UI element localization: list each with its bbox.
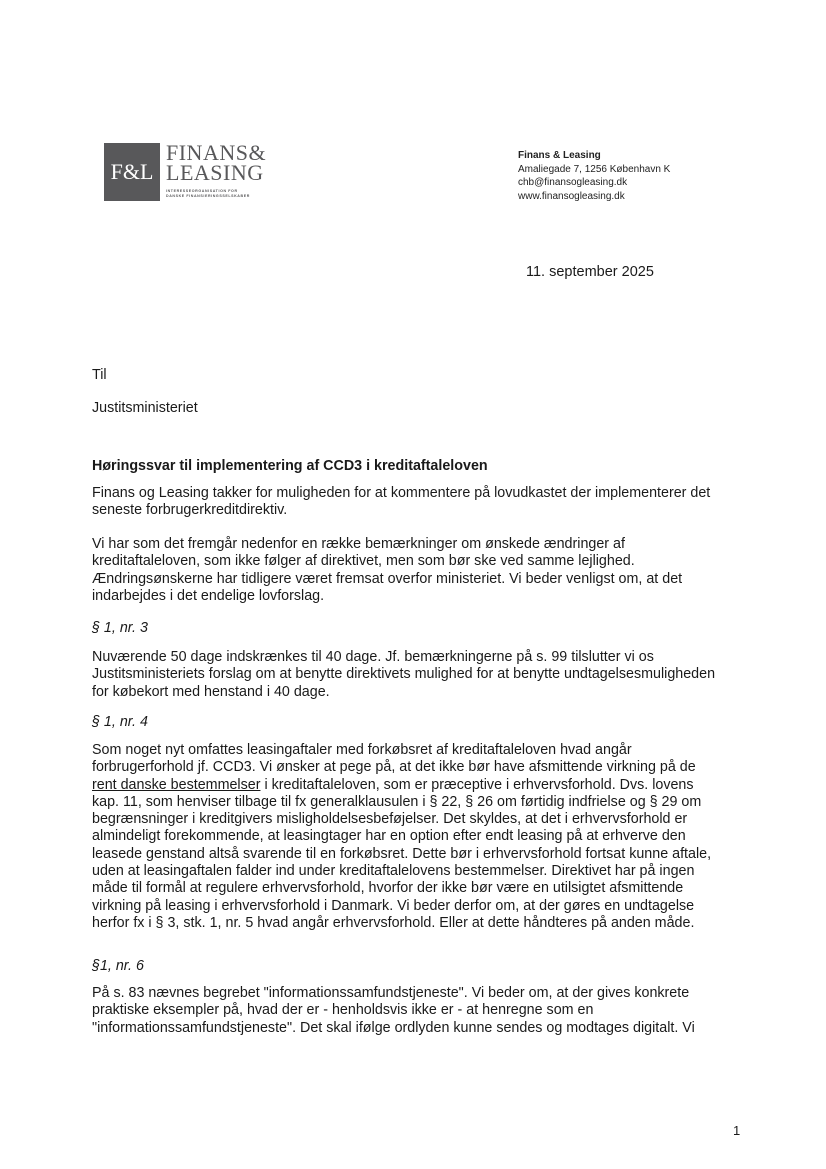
line: måde til formål at regulere erhvervsforhold, hvorfor der ikke bør være en utilsigtet afsmittende [92,880,684,897]
underlined-phrase: rent danske bestemmelser [92,776,261,793]
line: kap. 11, som henviser tilbage til fx generalklausulen i § 22, § 26 om førtidig indfrielse og § 29 om [92,793,702,810]
line: På s. 83 nævnes begrebet "informationssamfundstjeneste". Vi beder om, at der gives konkrete [92,985,690,1001]
line: herfor fx i § 3, stk. 1, nr. 5 hvad angår erhvervsforhold. Eller at dette håndteres på anden måde. [92,914,695,931]
paragraph-3 [92,649,742,701]
line: almindeligt forekommende, at leasingtager har en option efter endt leasing på at erhverve den [92,828,686,845]
line: Ændringsønskerne har tidligere været fremsat overfor ministeriet. Vi beder venligst om, at det [92,570,683,587]
line: indarbejdes i det endelige lovforslag. [92,587,325,604]
logo-line1: FINANS& [166,140,267,165]
logo-wordmark [166,140,267,185]
line: uden at leasingaftalen falder ind under kreditaftalelovens bestemmelser. Direktivet har på ingen [92,863,695,880]
line: "informationssamfundstjeneste". Det skal ifølge ordlyden kunne sendes og modtages digitalt. Vi [92,1019,695,1036]
letter-date: 11. september 2025 [526,264,654,280]
paragraph-1 [92,485,742,520]
sender-email: chb@finansogleasing.dk [518,177,628,188]
document-title: Høringssvar til implementering af CCD3 i kreditaftaleloven [92,458,488,474]
recipient-name: Justitsministeriet [92,400,198,416]
logo-sub1: INTERESSEORGANISATION FOR [166,189,238,193]
line: Finans og Leasing takker for muligheden for at kommentere på lovudkastet der implementerer det [92,485,711,501]
sender-web: www.finansogleasing.dk [518,190,625,202]
sender-name: Finans & Leasing [518,150,601,161]
line: for købekort med henstand i 40 dage. [92,683,330,700]
paragraph-4 [92,742,742,932]
section-heading-1-4: § 1, nr. 4 [92,714,148,730]
logo-subtitle [166,189,250,199]
logo-line2: LEASING [166,160,264,185]
line: Vi har som det fremgår nedenfor en række bemærkninger om ønskede ændringer af [92,536,625,552]
line: seneste forbrugerkreditdirektiv. [92,502,288,519]
line: forbrugerforhold jf. CCD3. Vi ønsker at pege på, at det ikke bør have afsmittende virkning på de [92,759,696,776]
line: begrænsninger i kreditgivers misligholdelsesbeføjelser. Det skyldes, at det i erhvervsforhold er [92,811,688,828]
recipient-to: Til [92,367,107,383]
section-heading-1-3: § 1, nr. 3 [92,620,148,636]
line: virkning på leasing i erhvervsforhold i Danmark. Vi beder derfor om, at der gøres en undtagelse [92,897,695,914]
paragraph-2 [92,536,742,605]
line: leasede genstand altså svarende til en forkøbsret. Dette bør i erhvervsforhold fortsat kunne aftale, [92,845,712,862]
line: praktiske eksempler på, hvad der er - henholdsvis ikke er - at henregne som en [92,1002,594,1019]
line: kreditaftaleloven, som ikke følger af direktivet, men som bør ske ved samme lejlighed. [92,553,635,570]
logo-sub2: DANSKE FINANSIERINGSSELSKABER [166,194,250,198]
line: Nuværende 50 dage indskrænkes til 40 dage. Jf. bemærkningerne på s. 99 tilslutter vi os [92,649,654,665]
line-rest: i kreditaftaleloven, som er præceptive i erhvervsforhold. Dvs. lovens [260,776,694,793]
line: Justitsministeriets forslag om at benytte direktivets mulighed for at benytte undtagelsesmuligheden [92,666,716,683]
section-heading-1-6: §1, nr. 6 [92,958,144,974]
sender-block [518,149,670,203]
line [92,777,742,794]
logo-mark-text: F&L [110,159,154,184]
paragraph-5 [92,985,742,1037]
logo-mark [104,143,160,201]
page-number: 1 [733,1123,741,1138]
line: Som noget nyt omfattes leasingaftaler med forkøbsret af kreditaftaleloven hvad angår [92,742,632,758]
sender-address: Amaliegade 7, 1256 København K [518,163,671,175]
